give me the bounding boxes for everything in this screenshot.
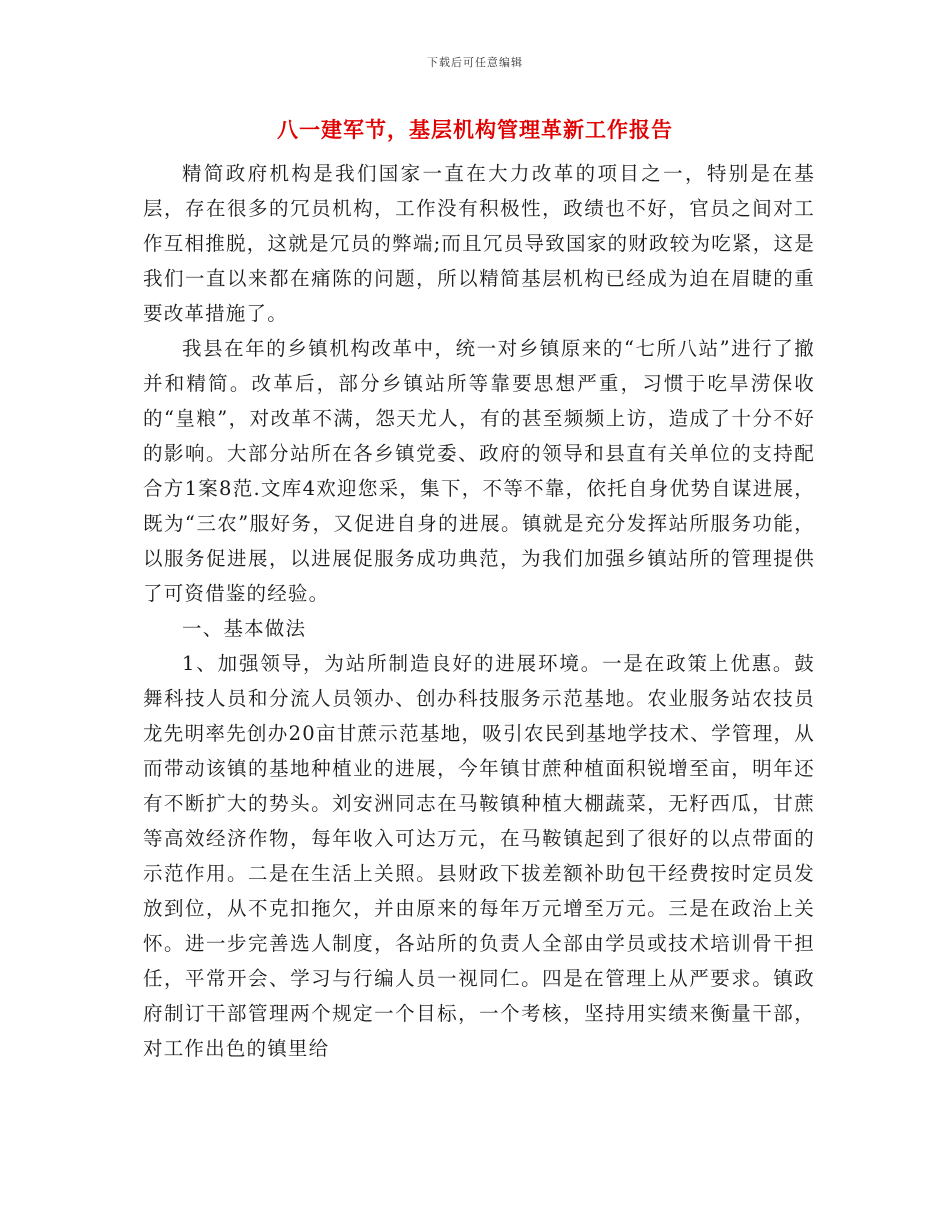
paragraph-leadership: 1、加强领导，为站所制造良好的进展环境。一是在政策上优惠。鼓舞科技人员和分流人员领办、创办科技服务示范基地。农业服务站农技员龙先明率先创办20亩甘蔗示范基地，吸引农民到基地学技术、学管理，从而带动该镇的基地种植业的进展，今年镇甘蔗种植面积锐增至亩，明年还有不断扩大的势头。刘安洲同志在马鞍镇种植大棚蔬菜，无籽西瓜，甘蔗等高效经济作物，每年收入可达万元，在马鞍镇起到了很好的以点带面的示范作用。二是在生活上关照。县财政下拔差额补助包干经费按时定员发放到位，从不克扣拖欠，并由原来的每年万元增至万元。三是在政治上关怀。进一步完善选人制度，各站所的负责人全部由学员或技术培训骨干担任，平常开会、学习与行编人员一视同仁。四是在管理上从严要求。镇政府制订干部管理两个规定一个目标，一个考核，坚持用实绩来衡量干部，对工作出色的镇里给 [143,652,815,1060]
header-note: 下载后可任意编辑 [427,56,523,69]
paragraph-reform: 我县在年的乡镇机构改革中，统一对乡镇原来的“七所八站”进行了撤并和精简。改革后，部分乡镇站所等靠要思想严重，习惯于吃旱涝保收的“皇粮”，对改革不满，怨天尤人，有的甚至频频上访，造成了十分不好的影响。大部分站所在各乡镇党委、政府的领导和县直有关单位的支持配合方1案8范.文库4欢迎您采，集下，不等不靠，依托自身优势自谋进展，既为“三农”服好务，又促进自身的进展。镇就是充分发挥站所服务功能，以服务促进展，以进展促服务成功典范，为我们加强乡镇站所的管理提供了可资借鉴的经验。 [143,337,815,605]
document-body [143,156,815,1066]
document-title: 八一建军节，基层机构管理革新工作报告 [277,118,673,142]
section-heading-basic-practices: 一、基本做法 [182,617,307,640]
paragraph-intro: 精简政府机构是我们国家一直在大力改革的项目之一，特别是在基层，存在很多的冗员机构，工作没有积极性，政绩也不好，官员之间对工作互相推脱，这就是冗员的弊端;而且冗员导致国家的财政较为吃紧，这是我们一直以来都在痛陈的问题，所以精简基层机构已经成为迫在眉睫的重要改革措施了。 [143,162,815,325]
